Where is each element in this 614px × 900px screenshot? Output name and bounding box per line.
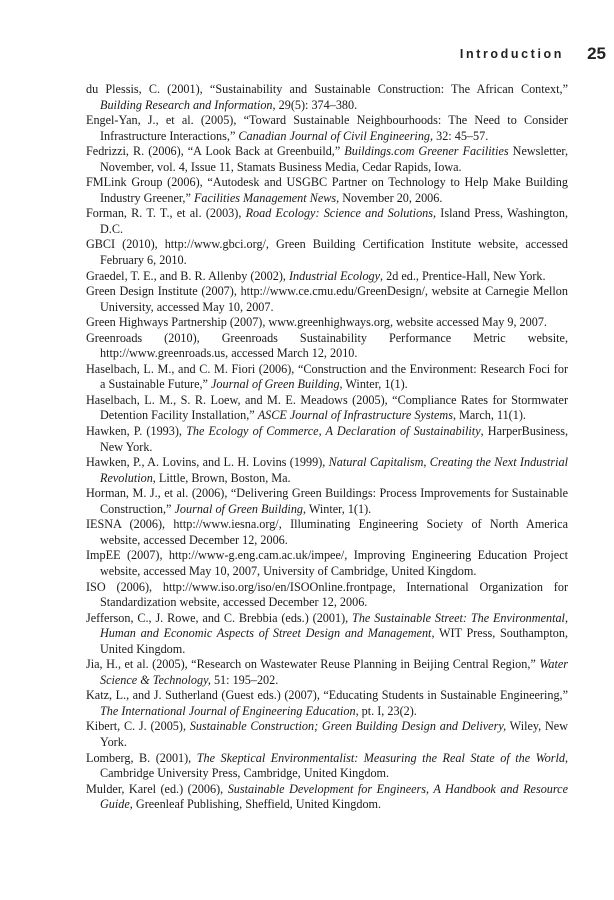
reference-entry: Greenroads (2010), Greenroads Sustainability Performance Metric website, http://www.greenroads.us, accessed March 12, 2010. xyxy=(86,330,568,361)
reference-entry: Lomberg, B. (2001), The Skeptical Environmentalist: Measuring the Real State of the World, Cambridge University Press, Cambridge, United Kingdom. xyxy=(86,750,569,781)
reference-entry: Forman, R. T. T., et al. (2003), Road Ecology: Science and Solutions, Island Press, Washington, D.C. xyxy=(86,206,569,236)
reference-entry: ISO (2006), http://www.iso.org/iso/en/ISOOnline.frontpage, International Organization for Standardization website, accessed December 12, 2006. xyxy=(86,579,568,610)
reference-entry: Horman, M. J., et al. (2006), “Delivering Green Buildings: Process Improvements for Sustainable Construction,” Journal of Green Building, Winter, 1(1). xyxy=(86,486,568,516)
reference-entry: Kibert, C. J. (2005), Sustainable Construction; Green Building Design and Delivery, Wiley, New York. xyxy=(86,719,569,749)
reference-entry: Green Design Institute (2007), http://www.ce.cmu.edu/GreenDesign/, website at Carnegie Mellon University, accessed May 10, 2007. xyxy=(86,284,568,314)
reference-entry: GBCI (2010), http://www.gbci.org/, Green Building Certification Institute website, accessed February 6, 2010. xyxy=(86,237,568,268)
reference-entry: Haselbach, L. M., S. R. Loew, and M. E. Meadows (2005), “Compliance Rates for Stormwater Detention Facility Installation,” ASCE Journal of Infrastructure Systems, March, 11(1). xyxy=(86,392,568,423)
reference-entry: ImpEE (2007), http://www-g.eng.cam.ac.uk/impee/, Improving Engineering Education Project website, accessed May 10, 2007, University of Cambridge, United Kingdom. xyxy=(86,548,568,578)
section-title: Introduction xyxy=(459,47,564,61)
reference-entry: Engel-Yan, J., et al. (2005), “Toward Sustainable Neighbourhoods: The Need to Consider Infrastructure Interactions,” Canadian Journal of Civil Engineering, 32: 45–57. xyxy=(86,113,568,143)
reference-entry: Haselbach, L. M., and C. M. Fiori (2006), “Construction and the Environment: Research Foci for a Sustainable Future,” Journal of Green Building, Winter, 1(1). xyxy=(86,361,568,392)
reference-entry: Fedrizzi, R. (2006), “A Look Back at Greenbuild,” Buildings.com Greener Facilities Newsletter, November, vol. 4, Issue 11, Stamats Business Media, Cedar Rapids, Iowa. xyxy=(86,144,569,174)
reference-entry: Hawken, P., A. Lovins, and L. H. Lovins (1999), Natural Capitalism, Creating the Next Industrial Revolution, Little, Brown, Boston, Ma. xyxy=(86,455,568,485)
reference-entry: IESNA (2006), http://www.iesna.org/, Illuminating Engineering Society of North America website, accessed December 12, 2006. xyxy=(86,517,568,547)
reference-entry: Graedel, T. E., and B. R. Allenby (2002), Industrial Ecology, 2d ed., Prentice-Hall, New York. xyxy=(86,268,546,283)
reference-entry: FMLink Group (2006), “Autodesk and USGBC Partner on Technology to Help Make Building Industry Greener,” Facilities Management News, November 20, 2006. xyxy=(86,175,568,205)
reference-entry: Hawken, P. (1993), The Ecology of Commerce, A Declaration of Sustainability, HarperBusiness, New York. xyxy=(86,424,569,454)
reference-entry: du Plessis, C. (2001), “Sustainability and Sustainable Construction: The African Context,” Building Research and Information, 29(5): 374–380. xyxy=(86,82,568,112)
reference-list xyxy=(86,82,568,813)
reference-entry: Katz, L., and J. Sutherland (Guest eds.) (2007), “Educating Students in Sustainable Engineering,” The International Journal of Engineering Education, pt. I, 23(2). xyxy=(86,688,568,718)
reference-entry: Jia, H., et al. (2005), “Research on Wastewater Reuse Planning in Beijing Central Region,” Water Science & Technology, 51: 195–202. xyxy=(86,657,568,687)
running-head xyxy=(0,46,614,66)
reference-entry: Jefferson, C., J. Rowe, and C. Brebbia (eds.) (2001), The Sustainable Street: The Environmental, Human and Economic Aspects of Street Design and Management, WIT Press, Southampton, United Kingdom. xyxy=(86,610,568,656)
page-number: 25 xyxy=(587,44,606,63)
reference-entry: Green Highways Partnership (2007), www.greenhighways.org, website accessed May 9, 2007. xyxy=(86,315,547,330)
reference-entry: Mulder, Karel (ed.) (2006), Sustainable Development for Engineers, A Handbook and Resource Guide, Greenleaf Publishing, Sheffield, United Kingdom. xyxy=(86,781,568,812)
